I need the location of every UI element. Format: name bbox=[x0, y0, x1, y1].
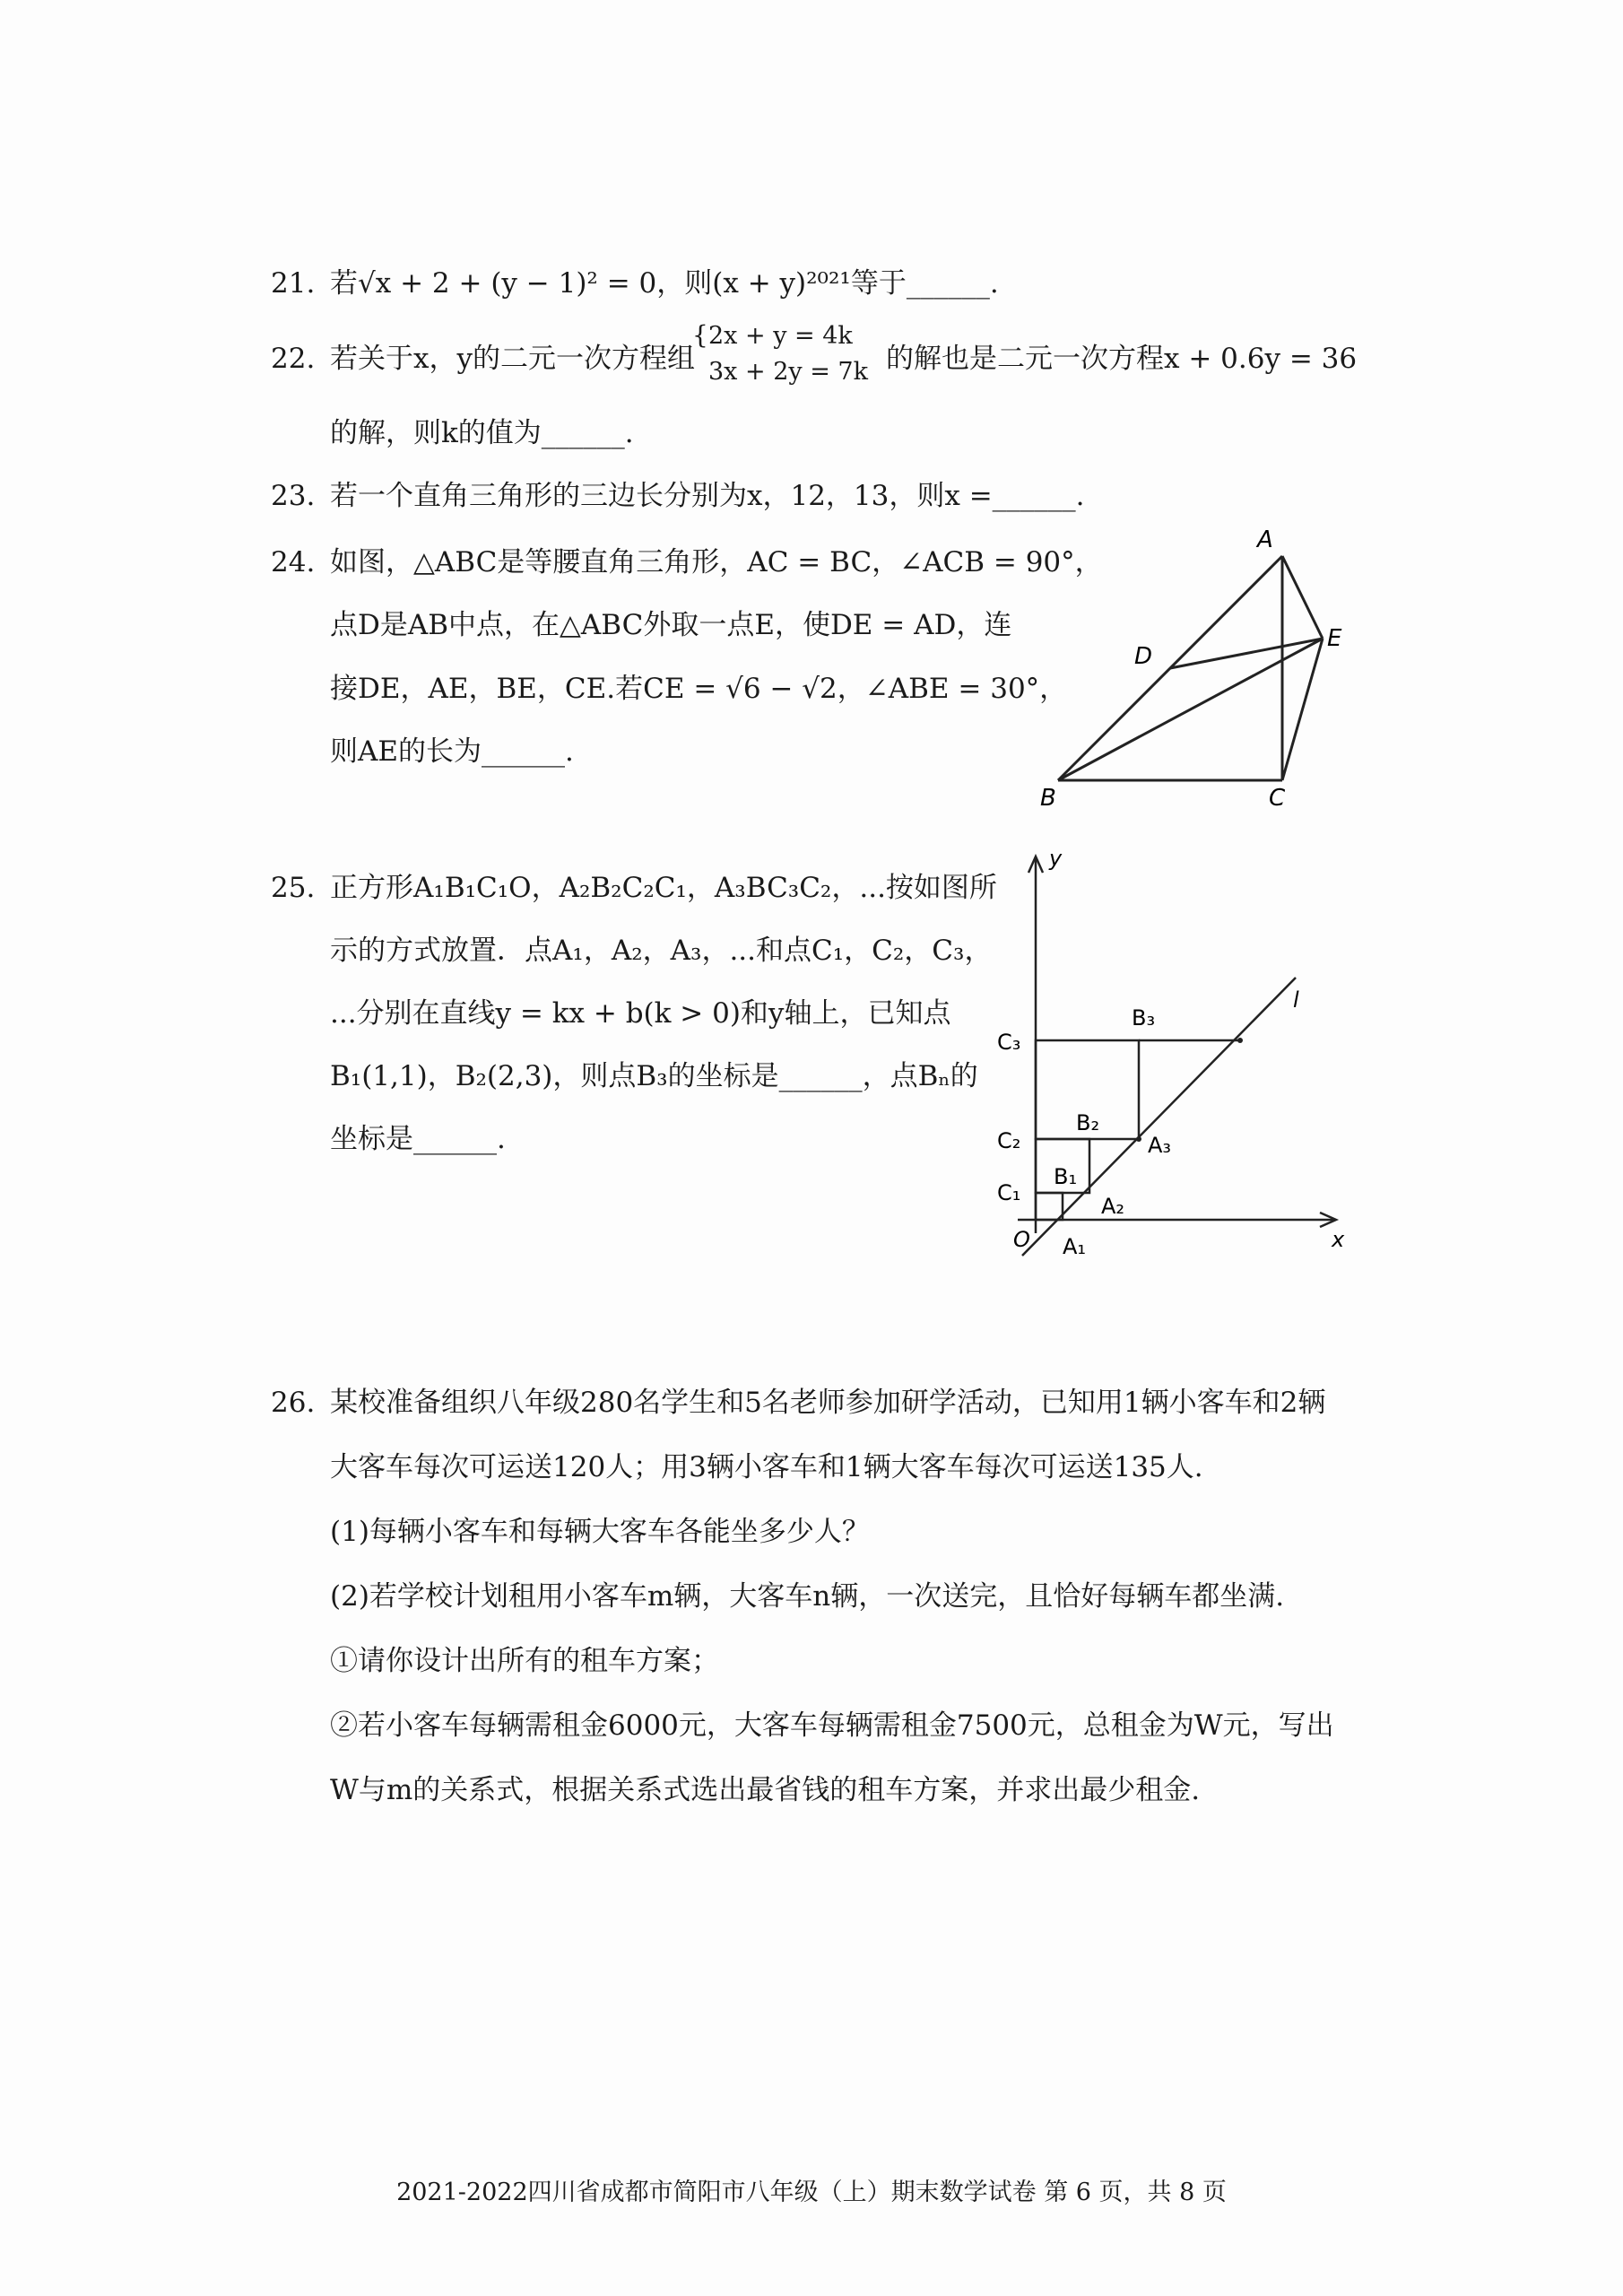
question-24-line4: 则AE的长为______. bbox=[330, 735, 574, 768]
point-label-b2: B₂ bbox=[1076, 1110, 1100, 1135]
question-number: 21. bbox=[271, 267, 316, 300]
question-number: 22. bbox=[271, 343, 316, 375]
point-label-d: D bbox=[1134, 643, 1153, 670]
point-label-e: E bbox=[1327, 625, 1342, 652]
point-label-b3: B₃ bbox=[1132, 1005, 1156, 1031]
question-21-text: 若√x + 2 + (y − 1)² = 0，则(x + y)²⁰²¹等于______. bbox=[330, 267, 999, 300]
line-label-l: l bbox=[1293, 987, 1299, 1013]
question-24-line1: 如图，△ABC是等腰直角三角形，AC = BC，∠ACB = 90°， bbox=[330, 546, 1103, 578]
question-26-part2-sub1: ①请你设计出所有的租车方案； bbox=[330, 1645, 719, 1677]
question-number: 25. bbox=[271, 872, 316, 904]
question-25-line5: 坐标是______. bbox=[330, 1123, 506, 1155]
axis-label-x: x bbox=[1332, 1227, 1345, 1252]
system-equation-2: 3x + 2y = 7k bbox=[708, 358, 868, 386]
question-26-line2: 大客车每次可运送120人；用3辆小客车和1辆大客车每次可运送135人. bbox=[330, 1451, 1203, 1483]
page-footer: 2021-2022四川省成都市简阳市八年级（上）期末数学试卷 第 6 页，共 8 页 bbox=[396, 2179, 1227, 2206]
point-label-c3: C₃ bbox=[997, 1030, 1021, 1055]
system-equation-1: 2x + y = 4k bbox=[708, 322, 853, 350]
question-25-line1: 正方形A₁B₁C₁O，A₂B₂C₂C₁，A₃BC₃C₂，...按如图所 bbox=[330, 872, 997, 904]
question-26-part2-sub2: ②若小客车每辆需租金6000元，大客车每辆需租金7500元，总租金为W元，写出 bbox=[330, 1709, 1334, 1742]
point-label-a3: A₃ bbox=[1148, 1133, 1172, 1158]
question-22-line1: 若关于x，y的二元一次方程组 bbox=[330, 343, 695, 375]
question-26-part2-sub2-cont: W与m的关系式，根据关系式选出最省钱的租车方案，并求出最少租金. bbox=[330, 1774, 1201, 1806]
question-24-line3: 接DE，AE，BE，CE.若CE = √6 − √2，∠ABE = 30°， bbox=[330, 673, 1068, 705]
point-label-b: B bbox=[1040, 785, 1056, 812]
question-22-line1b: 的解也是二元一次方程x + 0.6y = 36 bbox=[886, 343, 1358, 375]
question-25-line4: B₁(1,1)，B₂(2,3)，则点B₃的坐标是______，点Bₙ的 bbox=[330, 1060, 978, 1092]
question-23-text: 若一个直角三角形的三边长分别为x，12，13，则x =______. bbox=[330, 480, 1085, 512]
point-label-a2: A₂ bbox=[1101, 1194, 1125, 1219]
question-number: 23. bbox=[271, 480, 316, 512]
point-line-intersection bbox=[1237, 1038, 1243, 1043]
segment-ce bbox=[1282, 639, 1323, 780]
square-1 bbox=[1036, 1193, 1063, 1220]
question-number: 24. bbox=[271, 546, 316, 578]
point-label-b1: B₁ bbox=[1054, 1164, 1078, 1189]
origin-label: O bbox=[1013, 1227, 1030, 1252]
question-22-line2: 的解，则k的值为______. bbox=[330, 417, 634, 449]
point-label-c2: C₂ bbox=[997, 1128, 1021, 1153]
squares-figure bbox=[986, 839, 1363, 1269]
question-26-part1: (1)每辆小客车和每辆大客车各能坐多少人？ bbox=[330, 1516, 870, 1548]
point-label-a: A bbox=[1257, 526, 1273, 553]
question-26-line1: 某校准备组织八年级280名学生和5名老师参加研学活动，已知用1辆小客车和2辆 bbox=[330, 1387, 1326, 1419]
question-25-line3: ...分别在直线y = kx + b(k > 0)和y轴上，已知点 bbox=[330, 997, 951, 1030]
brace-icon: { bbox=[692, 320, 708, 350]
question-24-line2: 点D是AB中点，在△ABC外取一点E，使DE = AD，连 bbox=[330, 609, 1012, 641]
question-26-part2: (2)若学校计划租用小客车m辆，大客车n辆，一次送完，且恰好每辆车都坐满. bbox=[330, 1580, 1285, 1613]
question-25-line2: 示的方式放置．点A₁，A₂，A₃，...和点C₁，C₂，C₃， bbox=[330, 935, 993, 967]
segment-de bbox=[1170, 639, 1323, 668]
point-label-c: C bbox=[1269, 785, 1286, 812]
point-label-a1: A₁ bbox=[1063, 1234, 1087, 1259]
segment-ae bbox=[1282, 556, 1323, 639]
point-a3 bbox=[1136, 1136, 1141, 1142]
axis-label-y: y bbox=[1049, 846, 1063, 871]
triangle-figure bbox=[1013, 520, 1363, 816]
point-label-c1: C₁ bbox=[997, 1180, 1021, 1205]
question-number: 26. bbox=[271, 1387, 316, 1419]
